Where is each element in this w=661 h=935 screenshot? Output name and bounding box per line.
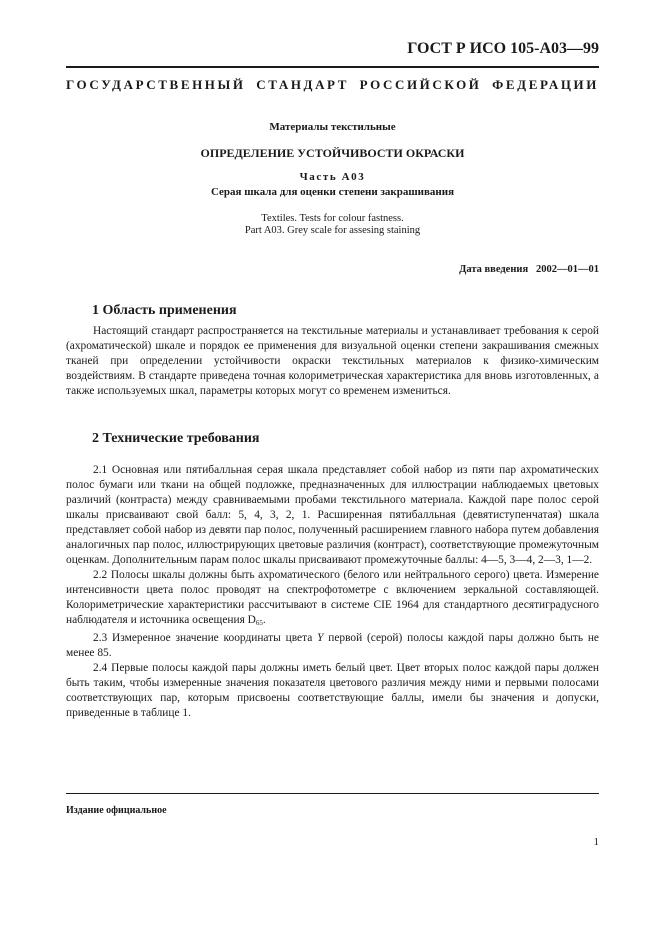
state-standard-word: ГОСУДАРСТВЕННЫЙ [66, 77, 246, 92]
paragraph-2-3 [66, 631, 599, 661]
paragraph-2-3-before: 2.3 Измеренное значение координаты цвета [93, 632, 318, 644]
state-standard-heading [66, 77, 599, 93]
paragraph-2-2 [66, 568, 599, 631]
coordinate-variable: Y [317, 632, 324, 644]
state-standard-word: СТАНДАРТ [256, 77, 350, 92]
illuminant-subscript: 65 [255, 619, 263, 627]
document-number: ГОСТ Р ИСО 105-А03—99 [407, 40, 599, 57]
english-title-line-2: Part A03. Grey scale for assesing staining [244, 225, 421, 236]
state-standard-word: ФЕДЕРАЦИИ [492, 77, 599, 92]
paragraph-2-2-end: . [262, 614, 266, 626]
part-title: Часть А03 [299, 171, 366, 183]
paragraph-2-3-after: первой (серой) полосы каждой пары должно быть не менее 85. [66, 632, 599, 659]
official-edition-label: Издание официальное [66, 805, 167, 816]
footer-divider [66, 793, 599, 794]
page-number: 1 [593, 836, 599, 848]
main-title: ОПРЕДЕЛЕНИЕ УСТОЙЧИВОСТИ ОКРАСКИ [200, 146, 465, 160]
section-2-heading: 2 Технические требования [92, 431, 260, 446]
paragraph-2-2-text: 2.2 Полосы шкалы должны быть ахроматического (белого или нейтрального серого) цвета. Измерение интенсивности цвета полос проводят на спектрофотометре с включением зеркальной составляющей. Колориметрические характеристики рассчитывают в системе CIE 1964 для стандартного десятиградусного наблюдателя и источника освещения D [66, 569, 599, 626]
paragraph-2-4: 2.4 Первые полосы каждой пары должны иметь белый цвет. Цвет вторых полос каждой пары должен быть таким, чтобы измеренные значения показателя цветового различия между ними и первыми полосами соответствующих пар, которым присвоены соответствующие баллы, имели бы значения и допуски, приведенные в таблице 1. [66, 662, 599, 719]
part-subtitle: Серая шкала для оценки степени закрашивания [210, 186, 455, 198]
header-divider [66, 66, 599, 68]
paragraph-2-1: 2.1 Основная или пятибалльная серая шкала представляет собой набор из пяти пар ахроматических полос бумаги или ткани на общей подложке, предназначенных для иллюстрации наблюдаемых цветовых различий (контраста) между сравниваемыми пробами текстильного материала. Каждой паре полос серой шкалы присваивают свой балл: 5, 4, 3, 2, 1. Расширенная пятибалльная (девятиступенчатая) шкала представляет собой набор из девяти пар полос, полученный расширением главного набора путем добавления аналогичных пар полос, иллюстрирующих цветовые различия (контраст), соответствующие промежуточным оценкам. Дополнительным парам полос шкалы присваивают промежуточные баллы: 4—5, 3—4, 2—3, 1—2. [66, 464, 599, 566]
english-title-line-1: Textiles. Tests for colour fastness. [261, 213, 404, 224]
introduction-date: Дата введения 2002—01—01 [459, 264, 599, 275]
state-standard-word: РОССИЙСКОЙ [359, 77, 482, 92]
section-1-heading: 1 Область применения [92, 303, 237, 318]
section-2-body [66, 463, 599, 721]
section-1-paragraph: Настоящий стандарт распространяется на текстильные материалы и устанавливает требования к серой (ахроматической) шкале и порядок ее применения для визуальной оценки степени закрашивания смежных тканей при определении устойчивости окраски текстильных материалов к физико-химическим воздействиям. В стандарте приведена точная колориметрическая характеристика для вновь изготовленных, а также используемых шкал, параметры которых могут со временем измениться. [66, 325, 599, 397]
section-1-body [66, 324, 599, 399]
materials-title: Материалы текстильные [269, 121, 396, 133]
